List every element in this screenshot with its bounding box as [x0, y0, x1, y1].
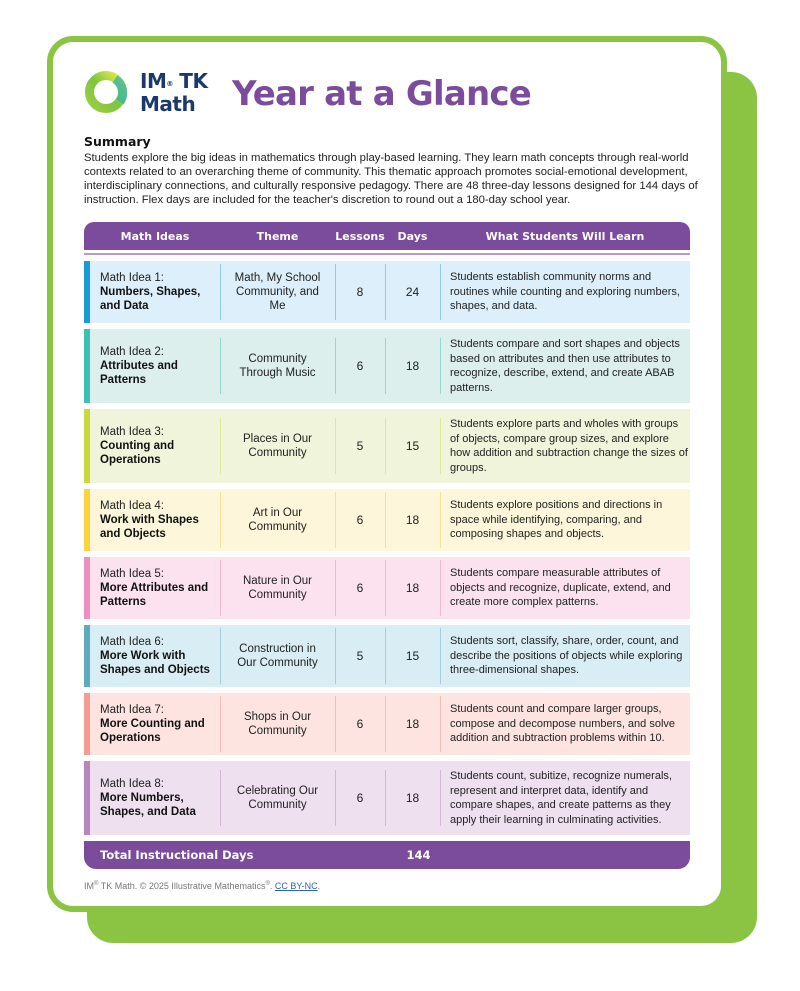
- column-divider: [335, 770, 336, 826]
- lessons-cell: 6: [335, 359, 385, 373]
- column-divider: [385, 628, 386, 684]
- theme-cell: Places in Our Community: [220, 432, 335, 460]
- logo-wordmark: IM® TK Math: [140, 68, 208, 116]
- column-divider: [440, 770, 441, 826]
- column-header-days: Days: [397, 229, 428, 243]
- math-idea-title: More Numbers, Shapes, and Data: [100, 792, 196, 818]
- math-idea-cell: [90, 271, 220, 313]
- total-row: [84, 841, 690, 869]
- table-header: [84, 222, 690, 250]
- theme-cell: Math, My School Community, and Me: [220, 271, 335, 313]
- lessons-cell: 8: [335, 285, 385, 299]
- math-idea-label: Math Idea 1:: [100, 272, 164, 284]
- math-idea-cell: [90, 345, 220, 387]
- column-divider: [335, 696, 336, 752]
- summary-body: Students explore the big ideas in mathematics through play-based learning. They learn math concepts through real-world contexts related to an overarching theme of community. This thematic approach promotes social-emotional development, interdisciplinary connections, and culturally responsive pedagogy. There are 48 three-day lessons designed for 144 days of instruction. Flex days are included for the teacher's discretion to round out a 180-day school year.: [84, 152, 698, 206]
- column-divider: [220, 264, 221, 320]
- summary-section: [84, 134, 704, 207]
- header-divider: [84, 253, 690, 255]
- column-divider: [385, 338, 386, 394]
- days-cell: 15: [385, 649, 440, 663]
- table-body: [84, 261, 690, 835]
- learning-description-cell: Students establish community norms and routines while counting and exploring numbers, shapes, and data.: [440, 270, 690, 314]
- math-idea-cell: [90, 703, 220, 745]
- math-idea-title: More Work with Shapes and Objects: [100, 650, 210, 676]
- math-idea-title: Attributes and Patterns: [100, 360, 178, 386]
- math-idea-label: Math Idea 5:: [100, 568, 164, 580]
- learning-description-cell: Students sort, classify, share, order, count, and describe the positions of objects while exploring three-dimensional shapes.: [440, 634, 690, 678]
- days-cell: 18: [385, 791, 440, 805]
- lessons-cell: 6: [335, 717, 385, 731]
- column-divider: [220, 338, 221, 394]
- column-divider: [335, 264, 336, 320]
- lessons-cell: 5: [335, 439, 385, 453]
- lessons-cell: 6: [335, 513, 385, 527]
- column-divider: [440, 418, 441, 474]
- table-row: [84, 409, 690, 483]
- math-idea-title: Numbers, Shapes, and Data: [100, 286, 201, 312]
- column-divider: [335, 492, 336, 548]
- math-idea-label: Math Idea 7:: [100, 704, 164, 716]
- days-cell: 18: [385, 513, 440, 527]
- days-cell: 18: [385, 717, 440, 731]
- table-row: [84, 625, 690, 687]
- learning-description-cell: Students count and compare larger groups, compose and decompose numbers, and solve addition and subtraction problems within 10.: [440, 702, 690, 746]
- math-idea-cell: [90, 567, 220, 609]
- column-header-math-ideas: Math Ideas: [120, 229, 190, 243]
- column-divider: [440, 628, 441, 684]
- table-row: [84, 261, 690, 323]
- theme-cell: Construction in Our Community: [220, 642, 335, 670]
- column-divider: [440, 338, 441, 394]
- summary-heading: Summary: [84, 134, 151, 149]
- column-divider: [220, 770, 221, 826]
- year-at-a-glance-table: [84, 222, 690, 869]
- days-cell: 18: [385, 359, 440, 373]
- math-idea-title: More Counting and Operations: [100, 718, 205, 744]
- license-link[interactable]: CC BY-NC: [274, 881, 318, 891]
- column-divider: [220, 560, 221, 616]
- math-idea-label: Math Idea 6:: [100, 636, 164, 648]
- column-divider: [335, 338, 336, 394]
- table-row: [84, 329, 690, 403]
- column-divider: [440, 264, 441, 320]
- column-divider: [440, 492, 441, 548]
- table-row: [84, 761, 690, 835]
- im-tk-math-logo: [84, 70, 207, 114]
- days-cell: 15: [385, 439, 440, 453]
- math-idea-title: More Attributes and Patterns: [100, 582, 209, 608]
- learning-description-cell: Students explore positions and directions in space while identifying, comparing, and composing shapes and objects.: [440, 498, 690, 542]
- math-idea-label: Math Idea 3:: [100, 426, 164, 438]
- page-title: Year at a Glance: [232, 74, 532, 114]
- lessons-cell: 5: [335, 649, 385, 663]
- math-idea-label: Math Idea 8:: [100, 778, 164, 790]
- column-divider: [220, 696, 221, 752]
- column-divider: [385, 264, 386, 320]
- table-row: [84, 489, 690, 551]
- copyright-footer: IM® TK Math. © 2025 Illustrative Mathematics®. CC BY-NC.: [84, 881, 321, 891]
- math-idea-cell: [90, 635, 220, 677]
- column-divider: [385, 492, 386, 548]
- column-divider: [335, 560, 336, 616]
- column-divider: [385, 418, 386, 474]
- theme-cell: Celebrating Our Community: [220, 784, 335, 812]
- days-cell: 24: [385, 285, 440, 299]
- theme-cell: Community Through Music: [220, 352, 335, 380]
- table-row: [84, 693, 690, 755]
- theme-cell: Art in Our Community: [220, 506, 335, 534]
- math-idea-cell: [90, 499, 220, 541]
- column-divider: [385, 770, 386, 826]
- total-days-value: 144: [406, 848, 431, 862]
- column-header-theme: Theme: [256, 229, 299, 243]
- math-idea-label: Math Idea 4:: [100, 500, 164, 512]
- learning-description-cell: Students compare measurable attributes of objects and recognize, duplicate, extend, and create more complex patterns.: [440, 566, 690, 610]
- column-divider: [220, 492, 221, 548]
- days-cell: 18: [385, 581, 440, 595]
- theme-cell: Shops in Our Community: [220, 710, 335, 738]
- math-idea-label: Math Idea 2:: [100, 346, 164, 358]
- theme-cell: Nature in Our Community: [220, 574, 335, 602]
- column-divider: [220, 418, 221, 474]
- math-idea-cell: [90, 777, 220, 819]
- total-label: Total Instructional Days: [100, 848, 254, 862]
- lessons-cell: 6: [335, 791, 385, 805]
- math-idea-title: Work with Shapes and Objects: [100, 514, 199, 540]
- learning-description-cell: Students compare and sort shapes and objects based on attributes and then use attributes to recognize, describe, extend, and create ABAB patterns.: [440, 337, 690, 395]
- column-divider: [385, 696, 386, 752]
- math-idea-cell: [90, 425, 220, 467]
- math-idea-title: Counting and Operations: [100, 440, 175, 466]
- column-divider: [335, 418, 336, 474]
- column-divider: [440, 560, 441, 616]
- lessons-cell: 6: [335, 581, 385, 595]
- table-row: [84, 557, 690, 619]
- column-header-lessons: Lessons: [335, 229, 385, 243]
- gradient-ring-logo-icon: [84, 70, 128, 114]
- column-divider: [440, 696, 441, 752]
- column-divider: [335, 628, 336, 684]
- learning-description-cell: Students count, subitize, recognize numerals, represent and interpret data, identify and compare shapes, and create patterns as they apply their learning in culminating activities.: [440, 769, 690, 827]
- column-header-what-students-will-learn: What Students Will Learn: [485, 229, 645, 243]
- learning-description-cell: Students explore parts and wholes with groups of objects, compare group sizes, and explore how addition and subtraction change the sizes of groups.: [440, 417, 690, 475]
- column-divider: [220, 628, 221, 684]
- column-divider: [385, 560, 386, 616]
